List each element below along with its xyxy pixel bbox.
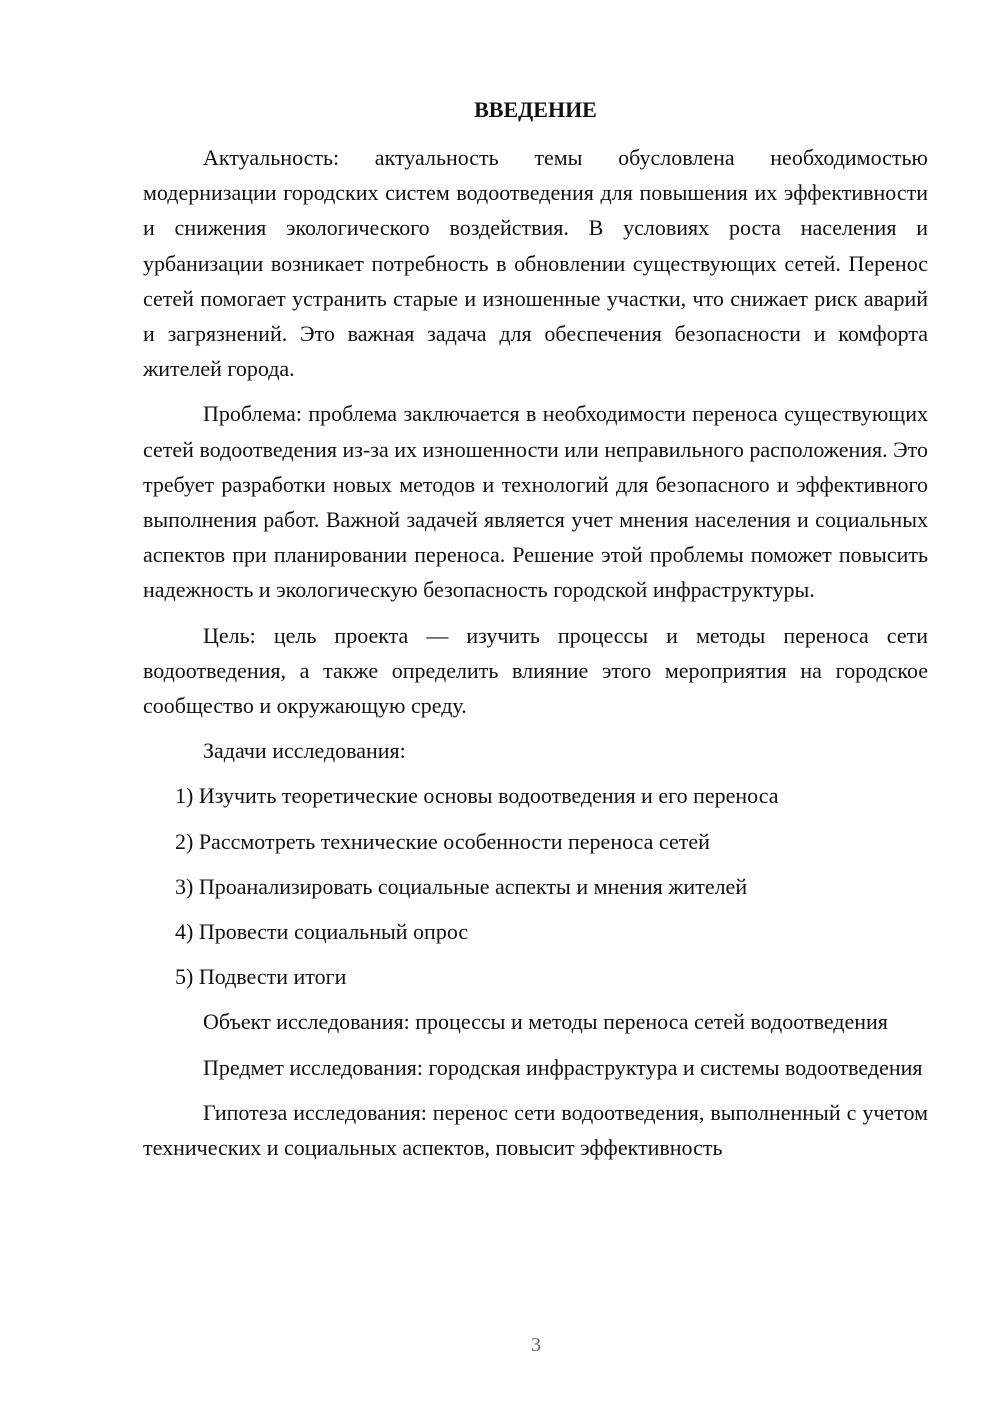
relevance-paragraph: Актуальность: актуальность темы обусловлена необходимостью модернизации городских систем водоотведения для повышения их эффективности и снижения экологического воздействия. В условиях роста населения и урбанизации возникает потребность в обновлении существующих сетей. Перенос сетей помогает устранить старые и изношенные участки, что снижает риск аварий и загрязнений. Это важная задача для обеспечения безопасности и комфорта жителей города. — [143, 145, 928, 382]
list-item: 5) Подвести итоги — [175, 964, 347, 990]
tasks-heading: Задачи исследования: — [203, 738, 406, 764]
list-item: 4) Провести социальный опрос — [175, 919, 469, 945]
section-heading: ВВЕДЕНИЕ — [474, 97, 597, 122]
page-number: 3 — [531, 1334, 541, 1356]
object-paragraph: Объект исследования: процессы и методы переноса сетей водоотведения — [203, 1009, 888, 1035]
tasks-list — [143, 778, 928, 994]
list-item: 1) Изучить теоретические основы водоотведения и его переноса — [175, 783, 779, 809]
list-item: 3) Проанализировать социальные аспекты и мнения жителей — [175, 873, 748, 899]
subject-paragraph: Предмет исследования: городская инфраструктура и системы водоотведения — [203, 1054, 923, 1080]
list-item: 2) Рассмотреть технические особенности переноса сетей — [175, 828, 710, 854]
goal-paragraph: Цель: цель проекта — изучить процессы и методы переноса сети водоотведения, а также определить влияние этого мероприятия на городское сообщество и окружающую среду. — [143, 622, 928, 719]
page-content — [143, 92, 928, 1175]
problem-paragraph: Проблема: проблема заключается в необходимости переноса существующих сетей водоотведения из-за их изношенности или неправильного расположения. Это требует разработки новых методов и технологий для безопасного и эффективного выполнения работ. Важной задачей является учет мнения населения и социальных аспектов при планировании переноса. Решение этой проблемы поможет повысить надежность и экологическую безопасность городской инфраструктуры. — [143, 401, 928, 603]
hypothesis-paragraph: Гипотеза исследования: перенос сети водоотведения, выполненный с учетом технических и социальных аспектов, повысит эффективность — [143, 1099, 928, 1161]
